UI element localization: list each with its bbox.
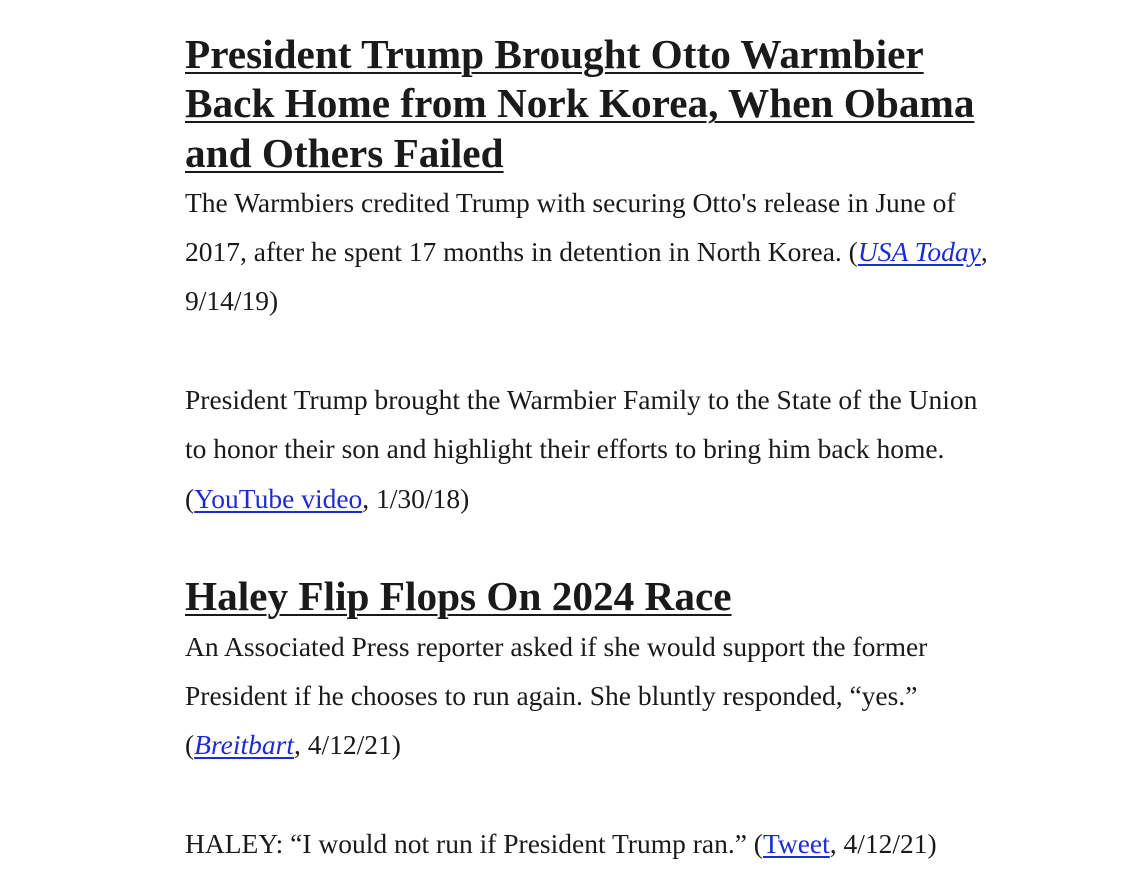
link-youtube-video[interactable]: YouTube video (194, 482, 363, 514)
section-heading-warmbier: President Trump Brought Otto Warmbier Back Home from Nork Korea, When Obama and Others Failed (185, 31, 975, 176)
paragraph-spacer (185, 769, 1005, 818)
paragraph-text: , 9/14/19) (185, 236, 988, 317)
paragraph-text: President Trump brought the Warmbier Family to the State of the Union to honor their son and highlight their efforts to bring him back home. ( (185, 384, 978, 514)
link-tweet[interactable]: Tweet (762, 827, 830, 859)
link-breitbart[interactable]: Breitbart (194, 729, 294, 761)
paragraph-haley-ap (185, 622, 1005, 770)
paragraph-text: An Associated Press reporter asked if she would support the former President if he chooses to run again. She bluntly responded, “yes.” ( (185, 630, 928, 761)
paragraph-spacer (185, 326, 1005, 375)
paragraph-text: , 4/12/21) (293, 729, 401, 761)
paragraph-text: , 4/12/21) (829, 827, 937, 859)
paragraph-text: The Warmbiers credited Trump with securing Otto's release in June of 2017, after he spent 17 months in detention in North Korea. ( (185, 186, 956, 268)
paragraph-text: , 1/30/18) (362, 482, 470, 514)
paragraph-haley-tweet (185, 819, 1005, 868)
paragraph-text: HALEY: “I would not run if President Trump ran.” ( (185, 827, 763, 859)
section-heading-haley: Haley Flip Flops On 2024 Race (185, 573, 732, 620)
paragraph-warmbier-sotu (185, 375, 1005, 523)
paragraph-spacer (185, 523, 1005, 572)
document-page (185, 30, 1005, 868)
link-usa-today[interactable]: USA Today (857, 236, 981, 268)
paragraph-warmbier-release (185, 178, 1005, 326)
